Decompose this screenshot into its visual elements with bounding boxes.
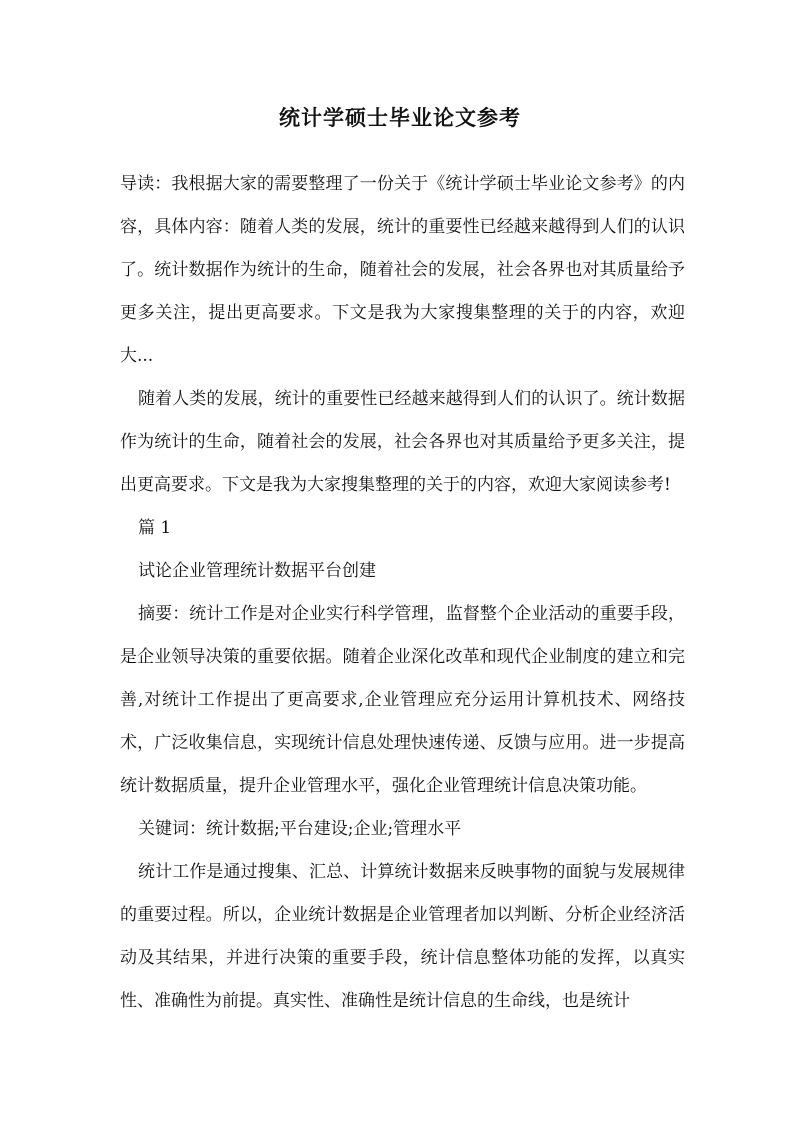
body-paragraph: 随着人类的发展，统计的重要性已经越来越得到人们的认识了。统计数据作为统计的生命，随着社会的发展，社会各界也对其质量给予更多关注，提出更高要求。下文是我为大家搜集整理的关于的内容，欢迎大家阅读参考! [120, 389, 685, 495]
body-paragraph: 统计工作是通过搜集、汇总、计算统计数据来反映事物的面貌与发展规律的重要过程。所以，企业统计数据是企业管理者加以判断、分析企业经济活动及其结果，并进行决策的重要手段，统计信息整体功能的发挥，以真实性、准确性为前提。真实性、准确性是统计信息的生命线，也是统计 [120, 862, 685, 1011]
keywords-line: 关键词：统计数据;平台建设;企业;管理水平 [138, 819, 462, 839]
document-title: 统计学硕士毕业论文参考 [279, 105, 521, 130]
article-title: 试论企业管理统计数据平台创建 [138, 561, 376, 581]
section-label: 篇 1 [138, 518, 172, 538]
intro-paragraph: 导读：我根据大家的需要整理了一份关于《统计学硕士毕业论文参考》的内容，具体内容：随着人类的发展，统计的重要性已经越来越得到人们的认识了。统计数据作为统计的生命，随着社会的发展，社会各界也对其质量给予更多关注，提出更高要求。下文是我为大家搜集整理的关于的内容，欢迎大... [120, 174, 685, 366]
abstract-paragraph: 摘要：统计工作是对企业实行科学管理，监督整个企业活动的重要手段，是企业领导决策的重要依据。随着企业深化改革和现代企业制度的建立和完善,对统计工作提出了更高要求,企业管理应充分运用计算机技术、网络技术，广泛收集信息，实现统计信息处理快速传递、反馈与应用。进一步提高统计数据质量，提升企业管理水平，强化企业管理统计信息决策功能。 [120, 604, 685, 796]
document-body [120, 163, 685, 1023]
